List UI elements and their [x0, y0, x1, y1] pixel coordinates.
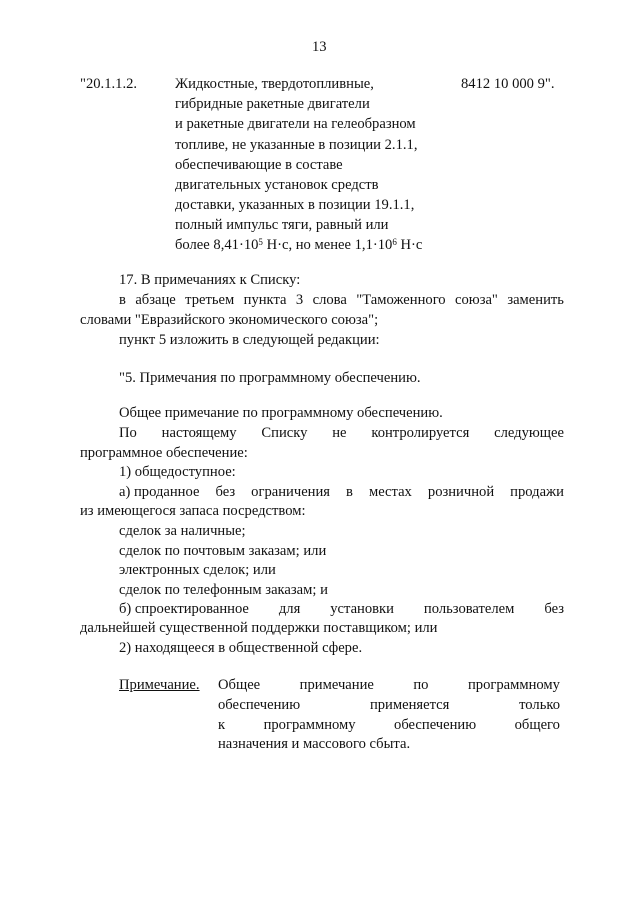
- note-line2: [218, 696, 560, 716]
- entry-line: обеспечивающие в составе: [175, 157, 343, 173]
- word: настоящему: [161, 425, 237, 441]
- word: примечание: [299, 677, 374, 693]
- deal-item: сделок по телефонным заказам; и: [119, 582, 328, 598]
- word: в: [119, 292, 126, 308]
- entry-line: доставки, указанных в позиции 19.1.1,: [175, 197, 415, 213]
- item1b-line1: [119, 600, 564, 620]
- entry-code: "20.1.1.2.: [80, 76, 138, 92]
- word: 3: [295, 292, 304, 308]
- item1b-line2: дальнейшей существенной поддержки поставщиком; или: [80, 620, 438, 636]
- word: не: [332, 425, 347, 441]
- word: следующее: [494, 425, 564, 441]
- exponent: 6: [392, 237, 397, 247]
- note-line3: [218, 716, 560, 736]
- word: применяется: [369, 697, 450, 713]
- entry-tnved-code: 8412 10 000 9".: [461, 76, 555, 92]
- word: По: [119, 425, 137, 441]
- word: без: [544, 601, 564, 617]
- word: контролируется: [371, 425, 470, 441]
- word: по: [413, 677, 429, 693]
- item1: 1) общедоступное:: [119, 464, 236, 480]
- impulse-suffix: Н·с: [396, 237, 423, 253]
- word: программному: [263, 717, 356, 733]
- word: заменить: [507, 292, 564, 308]
- word: обеспечению: [394, 717, 477, 733]
- deal-item: сделок за наличные;: [119, 523, 246, 539]
- word: только: [519, 697, 560, 713]
- item17-p2: пункт 5 изложить в следующей редакции:: [119, 332, 380, 348]
- note-line4: назначения и массового сбыта.: [218, 736, 411, 752]
- entry-line: топливе, не указанные в позиции 2.1.1,: [175, 137, 418, 153]
- item1a-line2: из имеющегося запаса посредством:: [80, 503, 306, 519]
- word: программному: [467, 677, 560, 693]
- word: обеспечению: [218, 697, 301, 713]
- entry-line: и ракетные двигатели на гелеобразном: [175, 116, 416, 132]
- word: союза": [455, 292, 498, 308]
- word: к: [218, 717, 226, 733]
- entry-line: Жидкостные, твердотопливные,: [175, 76, 374, 92]
- word: "Таможенного: [356, 292, 446, 308]
- page-number: 13: [312, 39, 327, 55]
- word: без: [215, 484, 236, 500]
- word: пункта: [243, 292, 287, 308]
- entry-line: гибридные ракетные двигатели: [175, 96, 370, 112]
- word: установки: [330, 601, 394, 617]
- item17-p1-line1: [119, 291, 564, 311]
- word: Списку: [261, 425, 308, 441]
- item2: 2) находящееся в общественной сфере.: [119, 640, 363, 656]
- word: абзаце: [135, 292, 176, 308]
- entry-line: двигательных установок средств: [175, 177, 379, 193]
- deal-item: электронных сделок; или: [119, 562, 276, 578]
- section5-title: "5. Примечания по программному обеспечению.: [119, 370, 421, 386]
- word: слова: [312, 292, 347, 308]
- deal-item: сделок по почтовым заказам; или: [119, 543, 327, 559]
- word: для: [278, 601, 301, 617]
- word: общего: [514, 717, 560, 733]
- entry-line-impulse: [175, 236, 422, 256]
- item17-heading: 17. В примечаниях к Списку:: [119, 272, 301, 288]
- impulse-mid: Н·с, но менее 1,1·10: [262, 237, 393, 253]
- entry-line: полный импульс тяги, равный или: [175, 217, 389, 233]
- word: в: [346, 484, 353, 500]
- exponent: 5: [258, 237, 263, 247]
- word: пользователем: [423, 601, 515, 617]
- word: продажи: [510, 484, 564, 500]
- note-line1: [218, 676, 560, 696]
- word: а) проданное: [119, 484, 200, 500]
- word: б) спроектированное: [119, 601, 249, 617]
- word: ограничения: [251, 484, 330, 500]
- item17-p1-line2: словами "Евразийского экономического союза";: [80, 312, 379, 328]
- section5-line-a2: программное обеспечение:: [80, 445, 248, 461]
- word: третьем: [185, 292, 235, 308]
- section5-line-a1: [119, 424, 564, 444]
- word: розничной: [427, 484, 495, 500]
- impulse-prefix: более 8,41·10: [175, 237, 259, 253]
- word: Общее: [218, 677, 261, 693]
- word: местах: [368, 484, 412, 500]
- item1a-line1: [119, 483, 564, 503]
- general-note: Общее примечание по программному обеспечению.: [119, 405, 443, 421]
- note-label: Примечание.: [119, 677, 200, 693]
